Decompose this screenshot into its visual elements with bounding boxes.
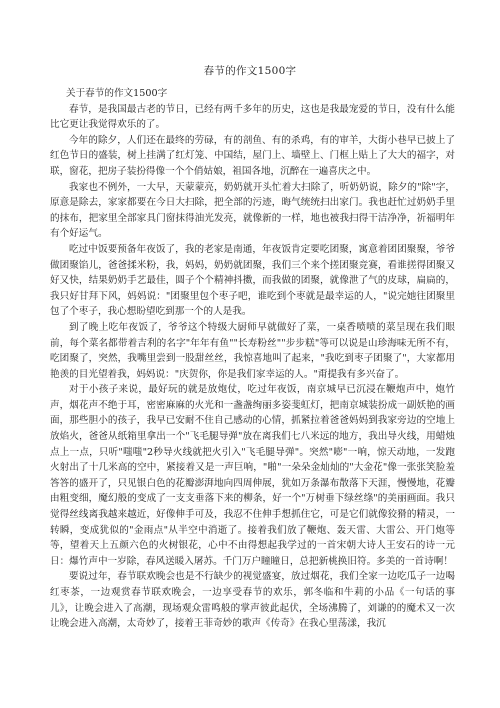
paragraph: 要说过年，春节联欢晚会也是不行缺少的视觉盛宴，放过烟花，我们全家一边吃瓜子一边喝红枣茶，一边观赏春节联欢晚会，一边享受春节的欢乐，郭冬临和牛莉的小品《一句话的事儿》，让晚会进入了高潮，现场观众雷鸣般的掌声彼此起伏，全场沸腾了，刘谦的的魔术又一次让晚会进入高潮，太奇妙了，接着王菲奇妙的歌声《传奇》在我心里荡漾，我沉 [50, 571, 455, 630]
paragraph: 到了晚上吃年夜饭了，爷爷这个特级大厨师早就做好了菜，一桌香喷喷的菜呈现在我们眼前，每个菜名都带着吉利的名字"年年有鱼""长寿粉丝""步步糕"等可以说是山珍海味无所不有，吃团聚了，突然，我嘴里尝到一股甜丝丝，我惊喜地叫了起来，"我吃到枣子团聚了"，大家都用艳羡的目光望着我，妈妈说："庆贺你，你是我们家幸运的人。"甭提我有多兴奋了。 [50, 321, 455, 380]
paragraph: 春节，是我国最古老的节日，已经有两千多年的历史，这也是我最宠爱的节日，没有什么能比它更让我觉得欢乐的了。 [50, 103, 455, 131]
paragraph: 吃过中饭要预备年夜饭了，我的老家是南通，年夜饭肯定要吃团聚，寓意着团团聚聚，爷爷做团聚馅儿，爸爸揉米粉，我，妈妈，奶奶就团聚，我们三个来个搓团聚竞赛，看谁搓得团聚又好又快，结果奶奶手艺最佳，圆子个个精神抖擞，而我做的团聚，就像泄了气的皮球，扁扁的，我只好甘拜下风，妈妈说："团聚里包个枣子吧，谁吃到个枣就是最幸运的人，"说完她往团聚里包了个枣子，我心想盼望吃到那一个的人是我。 [50, 243, 455, 318]
paragraph: 对于小孩子来说，最好玩的就是放炮仗，吃过年夜饭，南京城早已沉浸在鞭炮声中，炮竹声，烟花声不绝于耳，密密麻麻的火光和一盏盏绚丽多姿斐虹灯，把南京城装扮成一副妖艳的画面，那些胆小的孩子，我早已安耐不住自己感动的心情，抓紧拉着爸爸妈妈到我家旁边的空地上放焰火，爸爸从纸箱里拿出一个"飞毛腿导弹"放在离我们七八米远的地方，我出导火线，用蜡烛点上一点，只听"嗤嗤"2秒导火线就把火引入"飞毛腿导弹"。突然"嘭"一响，惊天动地，一发跑火射出了十几米高的空中，紧接着又是一声巨响，"啪"一朵朵金灿灿的"大金花"像一张张笑脸羞答答的盛开了，只见银白色的花瓣澎湃地向四周伸展，犹如万条瀑布散落下天涯，慢慢地，花瓣由粗变细，魔幻般的变成了一支支垂落下来的柳条，好一个"万树垂下绿丝绦"的美丽画面。我只觉得丝线离我越来越近，好像伸手可及，我忍不住伸手想抓住它，可是它们就像狡猾的精灵，一转瞬，变成犹似的"金雨点"从半空中消逝了。接着我们放了鞭炮、轰天雷、大雷公、开门炮等等，望着天上五颜六色的火树银花，心中不由得想起我学过的一首宋朝大诗人王安石的诗一元日：爆竹声中一岁除，春风送暖入屠苏。千门万户瞳瞳日，总把新桃换旧符。多美的一首诗啊！ [50, 384, 455, 567]
document-title: 春节的作文1500字 [203, 65, 297, 77]
document-body [50, 86, 455, 632]
paragraph: 今年的除夕，人们还在最终的劳碌，有的剖鱼、有的杀鸡，有的审羊，大街小巷早已披上了红色节日的盛装，树上挂满了红灯笼、中国结，屋门上、墙壁上、门框上贴上了大大的福字，对联，窗花，把房子装扮得像一个个俏姑娘，祖国各地，沉醉在一遍喜庆之中。 [50, 134, 455, 177]
document-subtitle: 关于春节的作文1500字 [66, 88, 168, 99]
paragraph: 我家也不例外，一大早，天蒙蒙亮，奶奶就开头忙着大扫除了，听奶奶说，除夕的"除"字，原意是除去，家家都要在今日大扫除，把全部的污迹，晦气统统扫出家门。我也赶忙过奶奶手里的抹布，把家里全部家具门窗抹得油光发亮，就像新的一样，地也被我扫得干洁净净，祈福明年有个好运气。 [50, 181, 455, 240]
